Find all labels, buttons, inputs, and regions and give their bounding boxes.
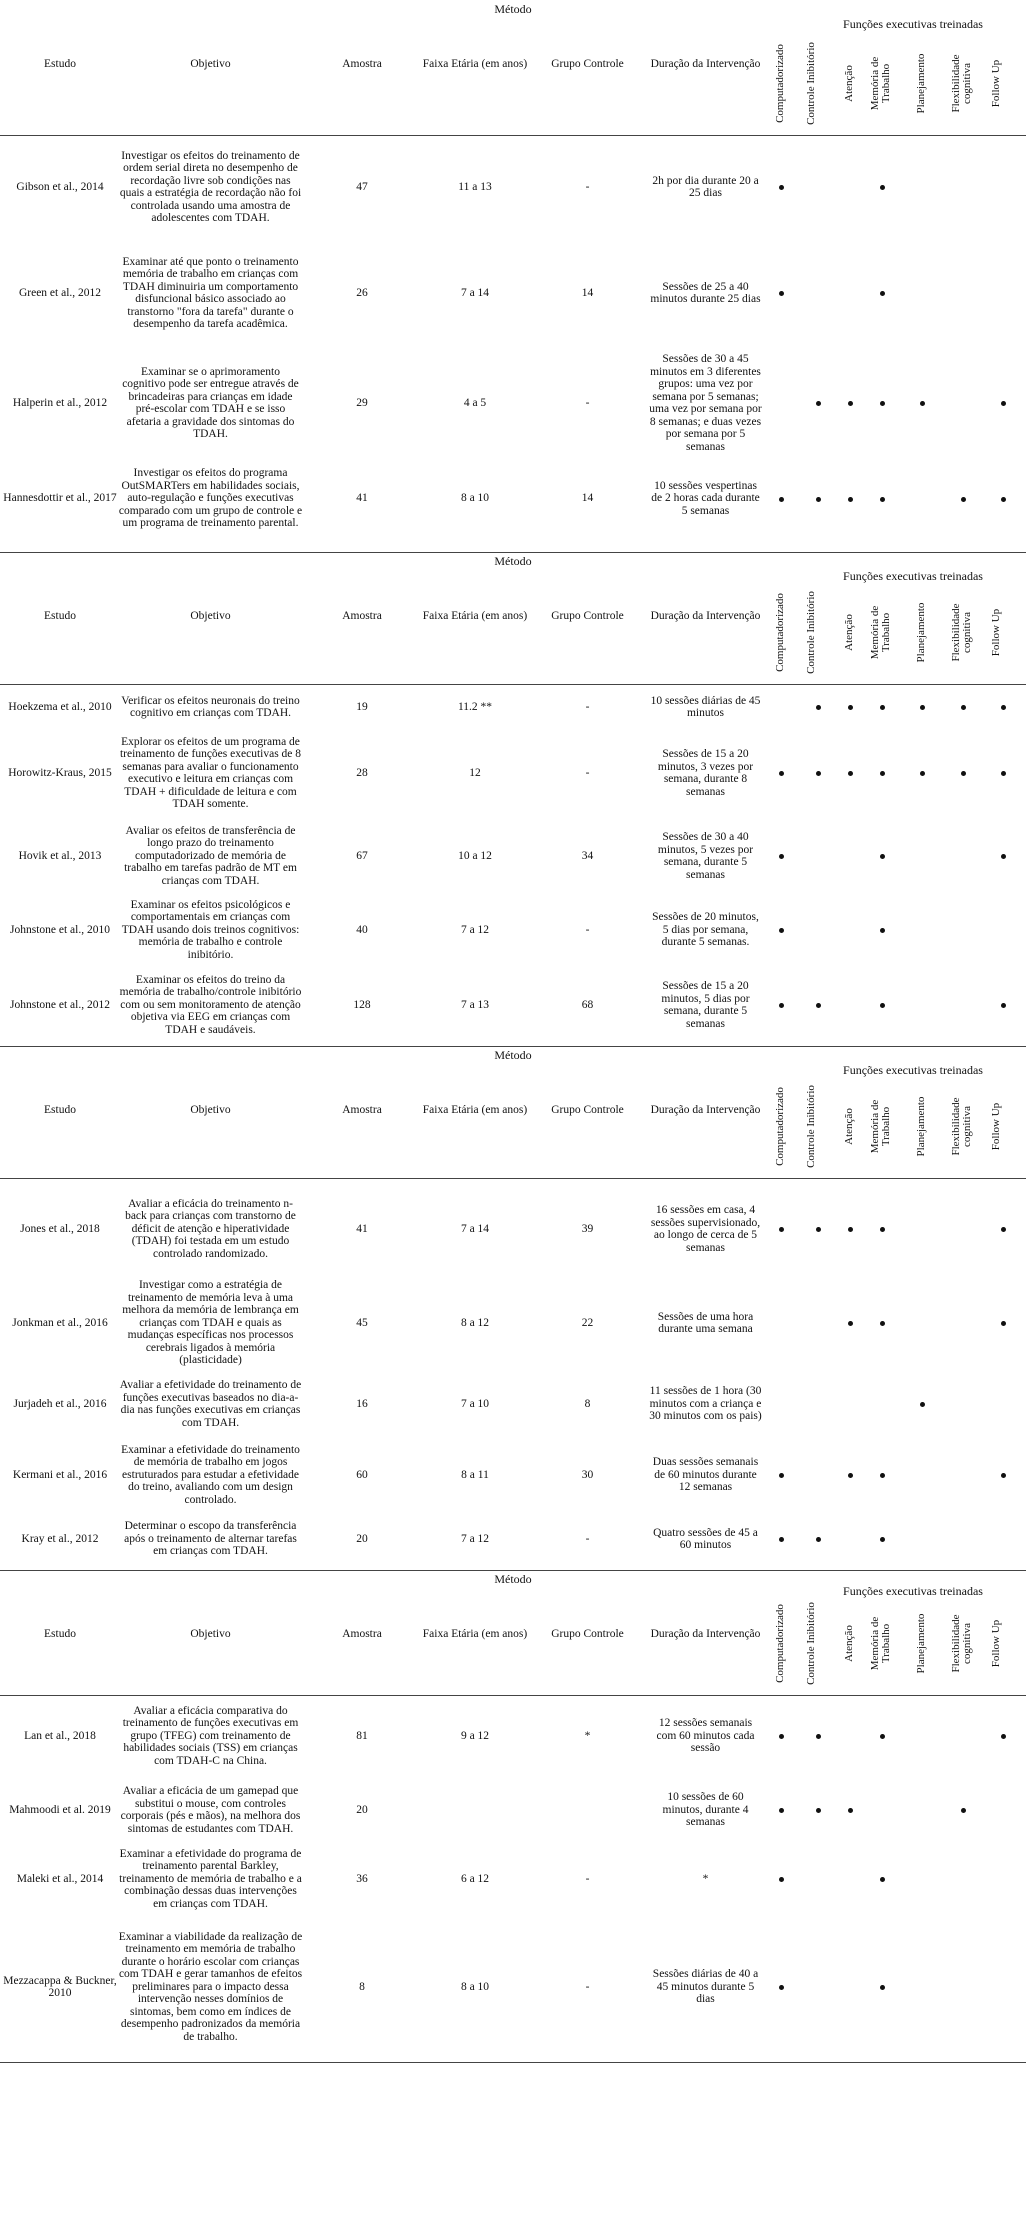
- duracao-cell: Sessões de 30 a 45 minutos em 3 diferentes grupos: uma vez por semana por 5 semanas; uma vez por semana por 8 semanas; e duas vezes por semana por 5 semanas: [649, 353, 762, 453]
- grupo-cell: [540, 1775, 635, 1845]
- amostra-cell: 16: [356, 1397, 368, 1410]
- amostra-cell: 67: [356, 849, 368, 862]
- table-section: [0, 1046, 1026, 1571]
- grupo-cell: 22: [581, 1316, 594, 1329]
- amostra-cell: 19: [356, 700, 368, 713]
- bullet-mark: [1001, 1227, 1006, 1232]
- faixa-cell: 7 a 14: [460, 1222, 490, 1235]
- objetivo-cell: Verificar os efeitos neuronais do treino cognitivo em crianças com TDAH.: [121, 694, 300, 719]
- estudo-cell: Green et al., 2012: [18, 286, 102, 299]
- objetivo-cell: Avaliar a eficácia de um gamepad que substitui o mouse, com controles corporais (pés e mãos), na melhora dos sintomas de estudantes com TDAH.: [120, 1785, 301, 1835]
- fe-column-header: Memória de Trabalho: [869, 56, 892, 111]
- bullet-mark: [1001, 1003, 1006, 1008]
- duracao-cell: 2h por dia durante 20 a 25 dias: [652, 174, 759, 199]
- faixa-cell: 9 a 12: [460, 1729, 490, 1742]
- objetivo-cell: Avaliar a eficácia comparativa do treinamento de funções executivas em grupo (TFEG) com treinamento de habilidades sociais (TSS) em crianças com TDAH-C na China.: [122, 1704, 299, 1767]
- duracao-cell: 12 sessões semanais com 60 minutos cada sessão: [656, 1717, 755, 1755]
- objetivo-cell: Investigar os efeitos do treinamento de ordem serial direta no desempenho de recordação livre sob condições nas quais a estratégia de recordação não foi controlada usando uma amostra de adolescentes com TDAH.: [119, 149, 302, 224]
- estudo-cell: Gibson et al., 2014: [16, 180, 104, 193]
- faixa-cell: 4 a 5: [463, 396, 487, 409]
- estudo-cell: Kray et al., 2012: [21, 1532, 99, 1545]
- bullet-mark: [920, 705, 925, 710]
- bullet-mark: [816, 1537, 821, 1542]
- estudo-cell: Maleki et al., 2014: [16, 1872, 104, 1885]
- bullet-mark: [848, 497, 853, 502]
- funcoes-heading: Funções executivas treinadas: [843, 569, 983, 583]
- fe-column-header: Follow Up: [990, 1102, 1002, 1151]
- header-rule: [0, 135, 1026, 136]
- bullet-mark: [779, 928, 784, 933]
- faixa-cell: 11.2 **: [457, 700, 493, 713]
- duracao-cell: 10 sessões de 60 minutos, durante 4 semanas: [662, 1791, 749, 1829]
- estudo-cell: Hoekzema et al., 2010: [8, 700, 112, 713]
- bullet-mark: [880, 1877, 885, 1882]
- bullet-mark: [779, 771, 784, 776]
- duracao-cell: 16 sessões em casa, 4 sessões supervisionado, ao longo de cerca de 5 semanas: [650, 1204, 761, 1254]
- fe-column-header: Atenção: [843, 1625, 855, 1662]
- fe-column-header: Computadorizado: [774, 593, 786, 672]
- grupo-cell: -: [585, 180, 590, 193]
- objetivo-cell: Avaliar os efeitos de transferência de longo prazo do treinamento computadorizado de memória de trabalho em tarefas padrão de MT em crianças com TDAH.: [124, 824, 297, 887]
- objetivo-cell: Examinar a efetividade do programa de treinamento parental Barkley, treinamento de memória de trabalho e a combinação dessas duas intervenções em crianças com TDAH.: [119, 1847, 302, 1910]
- faixa-cell: 8 a 10: [460, 492, 490, 505]
- faixa-header: Faixa Etária (em anos): [422, 610, 528, 622]
- objetivo-cell: Explorar os efeitos de um programa de treinamento de funções executivas de 8 semanas para avaliar o funcionamento executivo e leitura em crianças com TDAH + dificuldade de leitura e com TDAH somente.: [119, 735, 302, 810]
- grupo-cell: -: [585, 766, 590, 779]
- objetivo-cell: Determinar o escopo da transferência após o treinamento de alternar tarefas em crianças com TDAH.: [124, 1520, 297, 1558]
- section-divider: [0, 1046, 1026, 1047]
- funcoes-heading: Funções executivas treinadas: [843, 1063, 983, 1077]
- bullet-mark: [779, 185, 784, 190]
- fe-column-header: Follow Up: [990, 59, 1002, 108]
- duracao-header: Duração da Intervenção: [650, 1628, 761, 1640]
- bullet-mark: [920, 771, 925, 776]
- fe-column-header: Flexibilidade cognitiva: [950, 603, 973, 662]
- estudo-cell: Lan et al., 2018: [24, 1729, 96, 1742]
- fe-column-header: Follow Up: [990, 1619, 1002, 1668]
- duracao-cell: Duas sessões semanais de 60 minutos durante 12 semanas: [652, 1456, 759, 1494]
- estudo-cell: Hovik et al., 2013: [18, 849, 102, 862]
- faixa-header: Faixa Etária (em anos): [422, 58, 528, 70]
- fe-column-header: Controle Inibitório: [805, 1602, 817, 1685]
- bullet-mark: [961, 771, 966, 776]
- fe-column-header: Flexibilidade cognitiva: [950, 54, 973, 113]
- bullet-mark: [920, 401, 925, 406]
- bullet-mark: [880, 1473, 885, 1478]
- bullet-mark: [880, 771, 885, 776]
- faixa-cell: 7 a 10: [460, 1397, 490, 1410]
- bullet-mark: [1001, 1734, 1006, 1739]
- bullet-mark: [1001, 1473, 1006, 1478]
- bullet-mark: [848, 771, 853, 776]
- grupo-cell: 14: [581, 286, 594, 299]
- amostra-cell: 41: [356, 1222, 368, 1235]
- bullet-mark: [779, 854, 784, 859]
- bullet-mark: [848, 401, 853, 406]
- bullet-mark: [779, 497, 784, 502]
- bullet-mark: [779, 1003, 784, 1008]
- table-row: [0, 237, 1026, 349]
- objetivo-cell: Avaliar a efetividade do treinamento de funções executivas baseados no dia-a-dia nas funções executivas em crianças com TDAH.: [119, 1379, 302, 1429]
- bullet-mark: [779, 1537, 784, 1542]
- amostra-cell: 8: [359, 1980, 365, 1993]
- bullet-mark: [848, 705, 853, 710]
- amostra-cell: 128: [353, 998, 371, 1011]
- grupo-cell: -: [585, 396, 590, 409]
- fe-column-header: Atenção: [843, 614, 855, 651]
- metodo-heading: Método: [494, 1572, 532, 1586]
- faixa-cell: 8 a 12: [460, 1316, 490, 1329]
- grupo-header: Grupo Controle: [551, 610, 624, 622]
- table-row: [0, 966, 1026, 1044]
- bullet-mark: [961, 1808, 966, 1813]
- table-row: [0, 1510, 1026, 1568]
- bullet-mark: [880, 401, 885, 406]
- grupo-cell: 14: [581, 492, 594, 505]
- grupo-cell: 30: [581, 1468, 594, 1481]
- duracao-cell: 11 sessões de 1 hora (30 minutos com a criança e 30 minutos com os pais): [649, 1385, 762, 1423]
- grupo-cell: 8: [584, 1397, 591, 1410]
- grupo-cell: -: [585, 700, 590, 713]
- amostra-cell: 26: [356, 286, 368, 299]
- table-section: [0, 0, 1026, 553]
- table-row: [0, 818, 1026, 894]
- bullet-mark: [816, 1227, 821, 1232]
- duracao-cell: Quatro sessões de 45 a 60 minutos: [653, 1526, 758, 1551]
- bullet-mark: [880, 928, 885, 933]
- bullet-mark: [816, 1003, 821, 1008]
- fe-column-header: Follow Up: [990, 608, 1002, 657]
- objetivo-header: Objetivo: [190, 1104, 231, 1116]
- table-row: [0, 728, 1026, 818]
- amostra-header: Amostra: [342, 58, 382, 70]
- duracao-cell: *: [702, 1872, 709, 1885]
- duracao-cell: Sessões diárias de 40 a 45 minutos durante 5 dias: [652, 1968, 759, 2006]
- amostra-cell: 81: [356, 1729, 368, 1742]
- bullet-mark: [880, 1985, 885, 1990]
- grupo-cell: -: [585, 1532, 590, 1545]
- table-row: [0, 137, 1026, 237]
- header-rule: [0, 1178, 1026, 1179]
- amostra-cell: 40: [356, 923, 368, 936]
- fe-column-header: Computadorizado: [774, 1604, 786, 1683]
- bullet-mark: [779, 1808, 784, 1813]
- bullet-mark: [880, 1734, 885, 1739]
- bullet-mark: [779, 1877, 784, 1882]
- table-row: [0, 1845, 1026, 1913]
- fe-column-header: Atenção: [843, 1108, 855, 1145]
- fe-column-header: Atenção: [843, 65, 855, 102]
- faixa-cell: 7 a 12: [460, 923, 490, 936]
- duracao-cell: Sessões de 25 a 40 minutos durante 25 dias: [650, 280, 761, 305]
- amostra-cell: 29: [356, 396, 368, 409]
- grupo-cell: 34: [581, 849, 594, 862]
- duracao-cell: Sessões de uma hora durante uma semana: [657, 1310, 754, 1335]
- grupo-cell: 68: [581, 998, 594, 1011]
- estudo-cell: Mahmoodi et al. 2019: [9, 1803, 111, 1816]
- fe-column-header: Planejamento: [915, 1613, 927, 1674]
- bullet-mark: [779, 1985, 784, 1990]
- table-row: [0, 349, 1026, 457]
- estudo-header: Estudo: [44, 1628, 76, 1640]
- faixa-cell: 12: [469, 766, 481, 779]
- bullet-mark: [779, 1473, 784, 1478]
- header-rule: [0, 1695, 1026, 1696]
- table-row: [0, 686, 1026, 728]
- grupo-header: Grupo Controle: [551, 1628, 624, 1640]
- objetivo-cell: Examinar os efeitos psicológicos e comportamentais em crianças com TDAH usando dois treinos cognitivos: memória de trabalho e controle inibitório.: [121, 898, 300, 961]
- estudo-header: Estudo: [44, 1104, 76, 1116]
- estudo-cell: Jones et al., 2018: [20, 1222, 100, 1235]
- fe-column-header: Controle Inibitório: [805, 591, 817, 674]
- bullet-mark: [816, 401, 821, 406]
- bullet-mark: [1001, 771, 1006, 776]
- estudo-cell: Horowitz-Kraus, 2015: [8, 766, 112, 779]
- duracao-header: Duração da Intervenção: [650, 610, 761, 622]
- funcoes-heading: Funções executivas treinadas: [843, 1584, 983, 1598]
- bullet-mark: [848, 1473, 853, 1478]
- faixa-cell: 6 a 12: [460, 1872, 490, 1885]
- bullet-mark: [880, 1537, 885, 1542]
- estudo-cell: Kermani et al., 2016: [12, 1468, 108, 1481]
- bullet-mark: [880, 497, 885, 502]
- objetivo-cell: Investigar os efeitos do programa OutSMARTers em habilidades sociais, auto-regulação e funções executivas comparado com um grupo de controle e um programa de treinamento parental.: [118, 467, 303, 530]
- objetivo-cell: Examinar os efeitos do treino da memória de trabalho/controle inibitório com ou sem monitoramento de atenção objetiva via EEG em crianças com TDAH e saudáveis.: [119, 973, 302, 1036]
- bullet-mark: [880, 705, 885, 710]
- estudo-cell: Jurjadeh et al., 2016: [13, 1397, 107, 1410]
- estudo-header: Estudo: [44, 58, 76, 70]
- amostra-cell: 36: [356, 1872, 368, 1885]
- amostra-header: Amostra: [342, 610, 382, 622]
- faixa-cell: 10 a 12: [458, 849, 492, 862]
- bullet-mark: [848, 1227, 853, 1232]
- objetivo-header: Objetivo: [190, 1628, 231, 1640]
- table-row: [0, 1440, 1026, 1510]
- duracao-header: Duração da Intervenção: [650, 58, 761, 70]
- amostra-cell: 20: [356, 1803, 368, 1816]
- grupo-header: Grupo Controle: [551, 58, 624, 70]
- table-row: [0, 894, 1026, 966]
- fe-column-header: Memória de Trabalho: [869, 1099, 892, 1154]
- objetivo-cell: Examinar a viabilidade da realização de treinamento em memória de trabalho durante o horário escolar com crianças com TDAH e gerar tamanhos de efeitos preliminares para o impacto dessa intervenção nesses domínios de sintomas, bem como em índices de desempenho padronizados da memória de trabalho.: [118, 1930, 303, 2043]
- faixa-cell: 11 a 13: [458, 180, 492, 193]
- grupo-cell: -: [585, 1872, 590, 1885]
- bullet-mark: [779, 291, 784, 296]
- bullet-mark: [848, 1808, 853, 1813]
- amostra-cell: 47: [356, 180, 368, 193]
- amostra-cell: 45: [356, 1316, 368, 1329]
- bullet-mark: [880, 854, 885, 859]
- grupo-cell: 39: [581, 1222, 594, 1235]
- fe-column-header: Planejamento: [915, 53, 927, 114]
- metodo-heading: Método: [494, 2, 532, 16]
- table-section: [0, 552, 1026, 1047]
- faixa-cell: [420, 1775, 530, 1845]
- duracao-cell: Sessões de 20 minutos, 5 dias por semana, durante 5 semanas.: [652, 911, 759, 949]
- bullet-mark: [816, 771, 821, 776]
- estudo-cell: Jonkman et al., 2016: [12, 1316, 108, 1329]
- table-row: [0, 1180, 1026, 1278]
- section-divider: [0, 552, 1026, 553]
- objetivo-cell: Examinar se o aprimoramento cognitivo pode ser entregue através de brincadeiras para crianças em idade pré-escolar com TDAH e se isso afetaria a gravidade dos sintomas do TDAH.: [122, 365, 299, 440]
- bullet-mark: [779, 1734, 784, 1739]
- fe-column-header: Computadorizado: [774, 44, 786, 123]
- fe-column-header: Planejamento: [915, 602, 927, 663]
- section-divider: [0, 1570, 1026, 1571]
- duracao-cell: 10 sessões vespertinas de 2 horas cada durante 5 semanas: [651, 479, 760, 517]
- estudo-cell: Johnstone et al., 2010: [10, 923, 110, 936]
- objetivo-cell: Investigar como a estratégia de treinamento de memória leva à uma melhora da memória de lembrança em crianças com TDAH e quais as mudanças específicas nos processos cerebrais ligados à memória (plasticidade): [122, 1279, 299, 1367]
- duracao-cell: Sessões de 15 a 20 minutos, 3 vezes por semana, durante 8 semanas: [657, 748, 754, 798]
- duracao-cell: Sessões de 30 a 40 minutos, 5 vezes por semana, durante 5 semanas: [657, 831, 754, 881]
- bullet-mark: [816, 1734, 821, 1739]
- table-row: [0, 1278, 1026, 1368]
- duracao-header: Duração da Intervenção: [650, 1104, 761, 1116]
- funcoes-heading: Funções executivas treinadas: [843, 17, 983, 31]
- fe-column-header: Planejamento: [915, 1096, 927, 1157]
- faixa-header: Faixa Etária (em anos): [422, 1104, 528, 1116]
- faixa-cell: 8 a 10: [460, 1980, 490, 1993]
- amostra-header: Amostra: [342, 1628, 382, 1640]
- duracao-cell: Sessões de 15 a 20 minutos, 5 dias por semana, durante 5 semanas: [661, 980, 750, 1030]
- bullet-mark: [816, 497, 821, 502]
- table-row: [0, 1913, 1026, 2061]
- estudo-cell: Hannesdottir et al., 2017: [3, 492, 117, 505]
- estudo-cell: Mezzacappa & Buckner, 2010: [3, 1974, 117, 1999]
- header-rule: [0, 684, 1026, 685]
- bullet-mark: [880, 185, 885, 190]
- bullet-mark: [961, 497, 966, 502]
- bullet-mark: [1001, 1321, 1006, 1326]
- objetivo-cell: Avaliar a eficácia do treinamento n-back para crianças com transtorno de déficit de atenção e hiperatividade (TDAH) foi testada em um estudo controlado randomizado.: [125, 1197, 296, 1260]
- grupo-header: Grupo Controle: [551, 1104, 624, 1116]
- estudo-cell: Johnstone et al., 2012: [10, 998, 110, 1011]
- faixa-cell: 7 a 13: [460, 998, 490, 1011]
- metodo-heading: Método: [494, 554, 532, 568]
- amostra-cell: 60: [356, 1468, 368, 1481]
- objetivo-header: Objetivo: [190, 610, 231, 622]
- objetivo-header: Objetivo: [190, 58, 231, 70]
- bullet-mark: [848, 1321, 853, 1326]
- bullet-mark: [1001, 854, 1006, 859]
- table-row: [0, 1697, 1026, 1775]
- fe-column-header: Flexibilidade cognitiva: [950, 1097, 973, 1156]
- amostra-cell: 20: [356, 1532, 368, 1545]
- amostra-header: Amostra: [342, 1104, 382, 1116]
- bullet-mark: [1001, 497, 1006, 502]
- bullet-mark: [1001, 401, 1006, 406]
- duracao-cell: 10 sessões diárias de 45 minutos: [650, 694, 761, 719]
- table-row: [0, 1775, 1026, 1845]
- faixa-cell: 7 a 12: [460, 1532, 490, 1545]
- amostra-cell: 28: [356, 766, 368, 779]
- objetivo-cell: Examinar até que ponto o treinamento memória de trabalho em crianças com TDAH diminuiria um comportamento disfuncional básico associado ao transtorno "fora da tarefa" durante o desempenho da tarefa acadêmica.: [122, 255, 299, 330]
- fe-column-header: Controle Inibitório: [805, 42, 817, 125]
- bullet-mark: [880, 291, 885, 296]
- metodo-heading: Método: [494, 1048, 532, 1062]
- estudo-header: Estudo: [44, 610, 76, 622]
- objetivo-cell: Examinar a efetividade do treinamento de memória de trabalho em jogos estruturados para estudar a efetividade do treino, avaliando com um design controlado.: [121, 1443, 300, 1506]
- bullet-mark: [880, 1321, 885, 1326]
- table-section: [0, 1570, 1026, 2063]
- bullet-mark: [816, 1808, 821, 1813]
- fe-column-header: Memória de Trabalho: [869, 1616, 892, 1671]
- fe-column-header: Flexibilidade cognitiva: [950, 1614, 973, 1673]
- bullet-mark: [779, 1227, 784, 1232]
- faixa-header: Faixa Etária (em anos): [422, 1628, 528, 1640]
- fe-column-header: Computadorizado: [774, 1087, 786, 1166]
- estudo-cell: Halperin et al., 2012: [12, 396, 108, 409]
- faixa-cell: 7 a 14: [460, 286, 490, 299]
- amostra-cell: 41: [356, 492, 368, 505]
- bullet-mark: [880, 1227, 885, 1232]
- fe-column-header: Memória de Trabalho: [869, 605, 892, 660]
- fe-column-header: Controle Inibitório: [805, 1085, 817, 1168]
- bullet-mark: [880, 1003, 885, 1008]
- bullet-mark: [920, 1402, 925, 1407]
- bullet-mark: [1001, 705, 1006, 710]
- grupo-cell: -: [585, 923, 590, 936]
- table-row: [0, 457, 1026, 540]
- grupo-cell: *: [584, 1729, 591, 1742]
- faixa-cell: 8 a 11: [461, 1468, 489, 1481]
- grupo-cell: -: [585, 1980, 590, 1993]
- bullet-mark: [961, 705, 966, 710]
- table-row: [0, 1368, 1026, 1440]
- bullet-mark: [816, 705, 821, 710]
